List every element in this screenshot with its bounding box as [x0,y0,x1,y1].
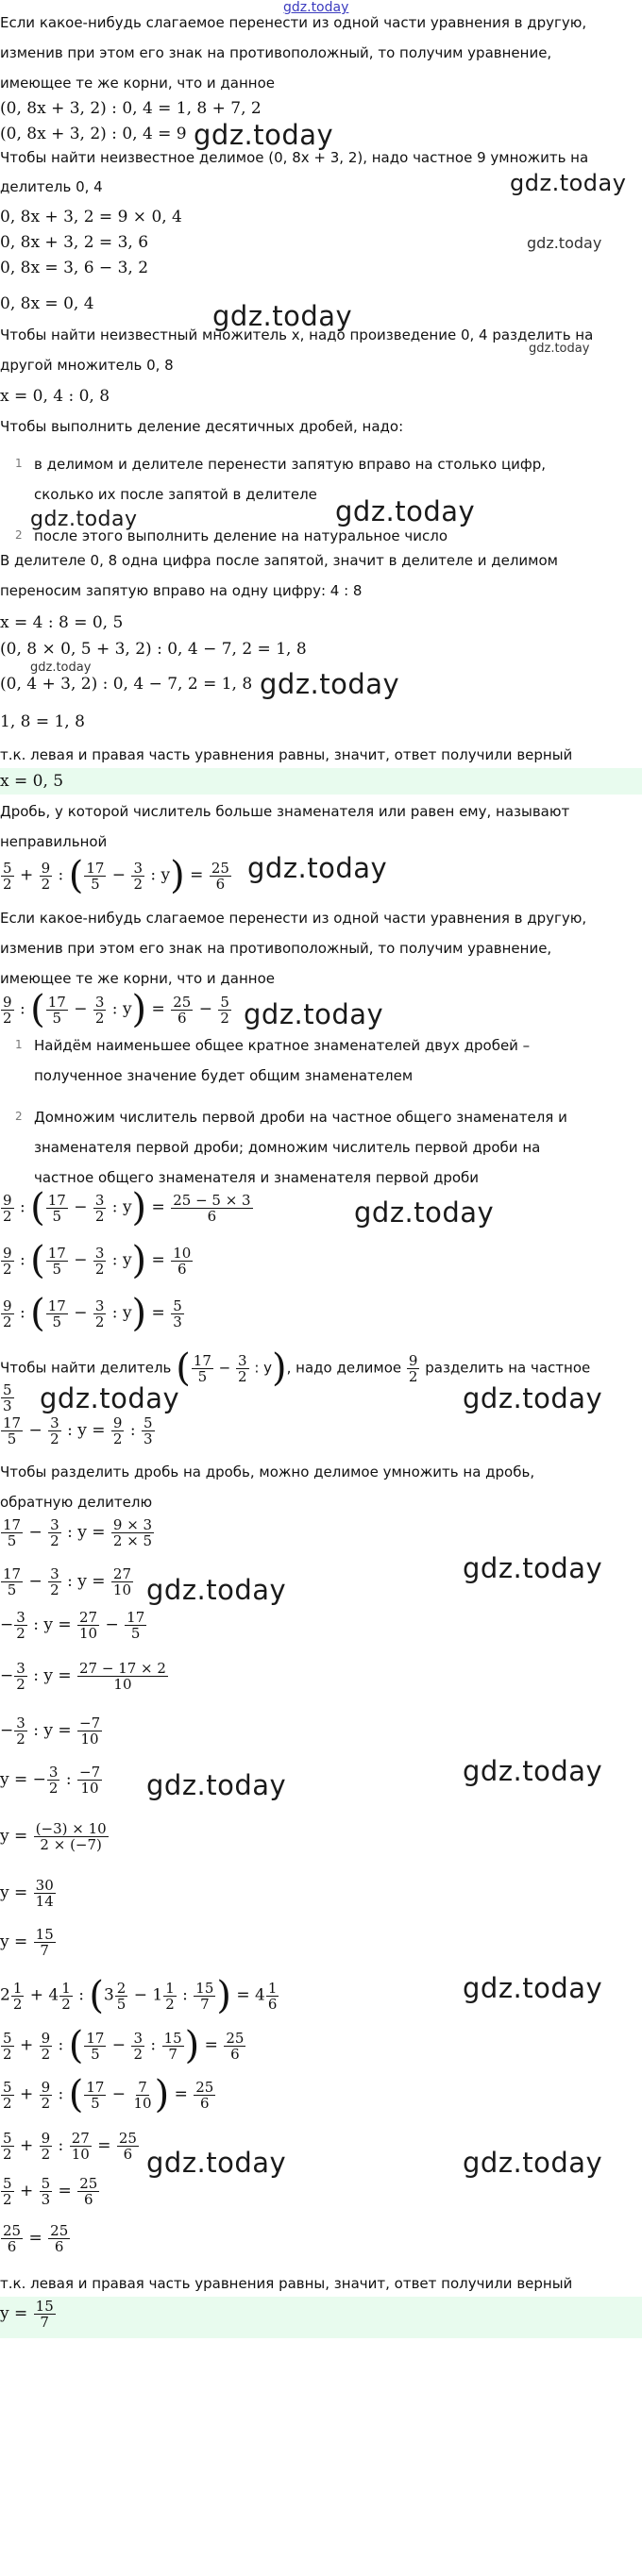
watermark: gdz.today [463,1972,603,2004]
rule-fraction-division-line-2: обратную делителю [0,1494,153,1511]
improper-fraction-line-2: неправильной [0,833,108,850]
watermark: gdz.today [146,1574,287,1606]
answer-1: x = 0, 5 [0,772,64,791]
rule-multiplier-line-2: другой множитель 0, 8 [0,357,174,374]
watermark: gdz.today [30,508,138,531]
equation-2: (0, 8x + 3, 2) : 0, 4 = 9 [0,125,187,143]
rule-transfer-2-line-3: имеющее те же корни, что и данное [0,970,276,987]
check-equation-1: (0, 8 × 0, 5 + 3, 2) : 0, 4 − 7, 2 = 1, 8 [0,640,307,659]
check-fractions-1: 2 $\frac{1}{2}$ + 4 $\frac{1}{2}$ : (3 $\frac{2}{5}$ − 1 $\frac{1}{2}$ : $\frac{15}{7}$ ) = 4 $\frac{1}{6}$ [0,1974,278,2017]
equation-fractions-3: $\frac{9}{2}$ : ( $\frac{17}{5}$ − $\frac{3}{2}$ : y) = $\frac{25 - 5 \times 3}{6}$ [3,1186,251,1229]
watermark-small: gdz.today [527,234,602,252]
equation-fractions-1: $\frac{5}{2}$ + $\frac{9}{2}$ : ( $\frac{17}{5}$ − $\frac{3}{2}$ : y) = $\frac{25}{6}$ [3,854,229,897]
watermark: gdz.today [463,1552,603,1584]
list-number: 1 [15,1038,23,1051]
list-item-2: после этого выполнить деление на натуральное число [34,527,448,544]
equation-fractions-6: $\frac{17}{5}$ − $\frac{3}{2}$ : y = $\frac{9}{2}$ : $\frac{5}{3}$ [3,1414,153,1447]
watermark: gdz.today [212,300,353,332]
check-fractions-5: $\frac{5}{2}$ + $\frac{5}{3}$ = $\frac{25}{6}$ [3,2175,98,2208]
check-fractions-3: $\frac{5}{2}$ + $\frac{9}{2}$ : ( $\frac{17}{5}$ − $\frac{7}{10}$ ) = $\frac{25}{6}$ [3,2073,214,2116]
watermark: gdz.today [40,1382,180,1414]
equation-fractions-12: y = − $\frac{3}{2}$ : $\frac{-7}{10}$ [0,1764,101,1797]
check-fractions-2: $\frac{5}{2}$ + $\frac{9}{2}$ : ( $\frac{17}{5}$ − $\frac{3}{2}$ : $\frac{15}{7}$ ) = $\frac{25}{6}$ [3,2024,245,2067]
equation-fractions-8: $\frac{17}{5}$ − $\frac{3}{2}$ : y = $\frac{27}{10}$ [3,1565,131,1598]
list-item-4-line-1: Домножим числитель первой дроби на частное общего знаменателя и [34,1109,567,1126]
watermark: gdz.today [194,119,334,151]
equation-fractions-7: $\frac{17}{5}$ − $\frac{3}{2}$ : y = $\frac{9 \times 3}{2 \times 5}$ [3,1516,153,1549]
watermark: gdz.today [244,998,384,1030]
equation-7: x = 0, 4 : 0, 8 [0,387,110,406]
answer-2: y = $\frac{15}{7}$ [0,2298,54,2331]
list-item-4-line-3: частное общего знаменателя и знаменателя первой дроби [34,1169,480,1186]
rule-fraction-division-line-1: Чтобы разделить дробь на дробь, можно делимое умножить на дробь, [0,1464,535,1480]
list-item-1-line-2: сколько их после запятой в делителе [34,486,317,503]
watermark: gdz.today [463,1382,603,1414]
equation-fractions-13: y = $\frac{(-3) \times 10}{2 \times (-7)}$ [0,1820,107,1853]
equation-1: (0, 8x + 3, 2) : 0, 4 = 1, 8 + 7, 2 [0,99,262,118]
equation-5: 0, 8x = 3, 6 − 3, 2 [0,259,149,277]
divisor-explanation-line-2: переносим запятую вправо на одну цифру: 4 : 8 [0,582,363,599]
rule-divisor: Чтобы найти делитель ( $\frac{17}{5}$ − $\frac{3}{2}$ : y), надо делимое $\frac{9}{2}$ разделить на частное [0,1347,591,1390]
check-fractions-6: $\frac{25}{6}$ = $\frac{25}{6}$ [3,2222,69,2255]
equation-fractions-5: $\frac{9}{2}$ : ( $\frac{17}{5}$ − $\frac{3}{2}$ : y) = $\frac{5}{3}$ [3,1292,182,1335]
watermark: gdz.today [146,2147,287,2179]
rule-multiplier-line-1: Чтобы найти неизвестный множитель x, надо произведение 0, 4 разделить на [0,326,594,343]
list-item-4-line-2: знаменателя первой дроби; домножим числитель первой дроби на [34,1139,541,1156]
rule-transfer-2-line-1: Если какое-нибудь слагаемое перенести из одной части уравнения в другую, [0,910,587,927]
watermark: gdz.today [463,2147,603,2179]
rule-transfer-2-line-2: изменив при этом его знак на противоположный, то получим уравнение, [0,940,552,957]
watermark-small: gdz.today [529,342,590,356]
rule-dividend-line-1: Чтобы найти неизвестное делимое (0, 8x + 3, 2), надо частное 9 умножить на [0,149,589,166]
rule-decimal-division: Чтобы выполнить деление десятичных дробей, надо: [0,418,404,435]
rule-transfer-line-3: имеющее те же корни, что и данное [0,75,276,92]
improper-fraction-line-1: Дробь, у которой числитель больше знаменателя или равен ему, называют [0,803,570,820]
equation-fractions-10: − $\frac{3}{2}$ : y = $\frac{27 - 17 \times 2}{10}$ [0,1660,166,1693]
watermark: gdz.today [463,1755,603,1787]
answer-highlight-2 [0,2297,642,2338]
list-item-3-line-1: Найдём наименьшее общее кратное знаменателей двух дробей – [34,1037,531,1054]
watermark: gdz.today [510,170,627,196]
equation-fractions-2: $\frac{9}{2}$ : ( $\frac{17}{5}$ − $\frac{3}{2}$ : y) = $\frac{25}{6}$ − $\frac{5}{2}$ [3,988,229,1031]
list-item-1-line-1: в делимом и делителе перенести запятую вправо на столько цифр, [34,456,547,473]
equation-fractions-4: $\frac{9}{2}$ : ( $\frac{17}{5}$ − $\frac{3}{2}$ : y) = $\frac{10}{6}$ [3,1239,192,1282]
list-item-3-line-2: полученное значение будет общим знаменателем [34,1067,414,1084]
rule-dividend-line-2: делитель 0, 4 [0,178,103,195]
check-equation-2: (0, 4 + 3, 2) : 0, 4 − 7, 2 = 1, 8 [0,675,253,694]
quotient-fraction: $\frac{5}{3}$ [3,1381,12,1414]
equation-fractions-9: − $\frac{3}{2}$ : y = $\frac{27}{10}$ − $\frac{17}{5}$ [0,1609,145,1642]
answer-highlight-1 [0,768,642,795]
watermark: gdz.today [146,1769,287,1801]
watermark: gdz.today [335,495,476,527]
list-number: 1 [15,457,23,470]
equation-6: 0, 8x = 0, 4 [0,294,94,313]
equation-3: 0, 8x + 3, 2 = 9 × 0, 4 [0,208,182,226]
verification-note-1: т.к. левая и правая часть уравнения равны, значит, ответ получили верный [0,746,573,763]
watermark: gdz.today [260,668,400,700]
list-number: 2 [15,1110,23,1123]
divisor-explanation-line-1: В делителе 0, 8 одна цифра после запятой, значит в делителе и делимом [0,552,558,569]
watermark: gdz.today [354,1196,495,1229]
verification-note-2: т.к. левая и правая часть уравнения равны, значит, ответ получили верный [0,2275,573,2292]
equation-fractions-15: y = $\frac{15}{7}$ [0,1926,54,1959]
equation-fractions-14: y = $\frac{30}{14}$ [0,1877,54,1910]
watermark: gdz.today [247,852,388,884]
list-number: 2 [15,528,23,542]
check-equation-3: 1, 8 = 1, 8 [0,712,85,731]
rule-transfer-line-1: Если какое-нибудь слагаемое перенести из одной части уравнения в другую, [0,14,587,31]
check-fractions-4: $\frac{5}{2}$ + $\frac{9}{2}$ : $\frac{27}{10}$ = $\frac{25}{6}$ [3,2130,137,2163]
equation-8: x = 4 : 8 = 0, 5 [0,613,124,632]
equation-4: 0, 8x + 3, 2 = 3, 6 [0,233,149,252]
header-logo[interactable]: gdz.today [283,0,349,15]
rule-transfer-line-2: изменив при этом его знак на противоположный, то получим уравнение, [0,44,552,61]
equation-fractions-11: − $\frac{3}{2}$ : y = $\frac{-7}{10}$ [0,1715,101,1748]
watermark-small: gdz.today [30,661,92,675]
